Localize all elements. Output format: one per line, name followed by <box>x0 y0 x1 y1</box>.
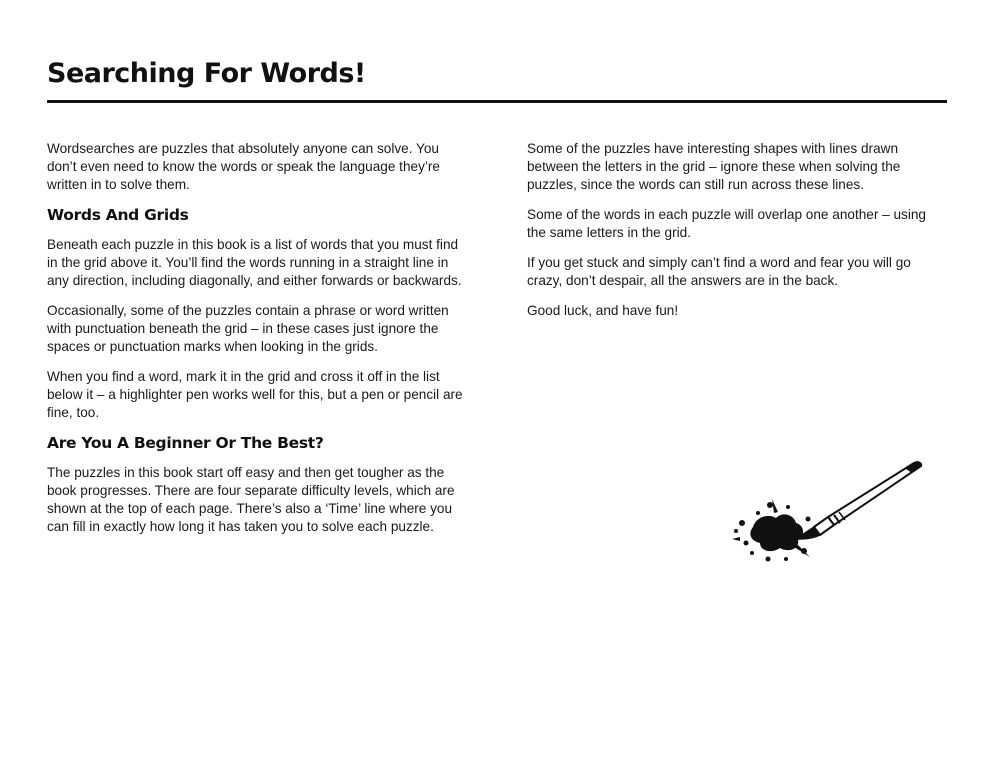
paintbrush-ink-splat-icon <box>728 455 928 565</box>
paragraph-word-list: Beneath each puzzle in this book is a list of words that you must find in the grid above it. You’ll find the words running in a straight line in any direction, including diagonally, and either forwards or backwards. <box>47 237 462 288</box>
section-heading-beginner-or-best: Are You A Beginner Or The Best? <box>47 434 324 452</box>
left-column <box>47 140 467 548</box>
paragraph-good-luck: Good luck, and have fun! <box>527 303 679 318</box>
title-divider <box>47 100 947 103</box>
paragraph-difficulty: The puzzles in this book start off easy and then get tougher as the book progresses. There are four separate difficulty levels, which are shown at the top of each page. There’s also a ‘Time’ line where you can fill in exactly how long it has taken you to solve each puzzle. <box>47 465 455 534</box>
paragraph-stuck: If you get stuck and simply can’t find a word and fear you will go crazy, don’t despair, all the answers are in the back. <box>527 255 911 288</box>
section-heading-words-and-grids: Words And Grids <box>47 206 189 224</box>
page-title: Searching For Words! <box>47 58 366 89</box>
ink-splat-icon <box>732 499 814 562</box>
paragraph-mark-word: When you find a word, mark it in the grid and cross it off in the list below it – a highlighter pen works well for this, but a pen or pencil are fine, too. <box>47 369 463 420</box>
intro-paragraph: Wordsearches are puzzles that absolutely anyone can solve. You don’t even need to know the words or speak the language they’re written in to solve them. <box>47 141 440 192</box>
paintbrush-icon <box>796 462 921 539</box>
paragraph-shapes: Some of the puzzles have interesting shapes with lines drawn between the letters in the grid – ignore these when solving the puzzles, since the words can still run across these lines. <box>527 141 901 192</box>
paragraph-punctuation: Occasionally, some of the puzzles contain a phrase or word written with punctuation beneath the grid – in these cases just ignore the spaces or punctuation marks when looking in the grids. <box>47 303 449 354</box>
right-column <box>527 140 947 332</box>
paragraph-overlap: Some of the words in each puzzle will overlap one another – using the same letters in the grid. <box>527 207 926 240</box>
